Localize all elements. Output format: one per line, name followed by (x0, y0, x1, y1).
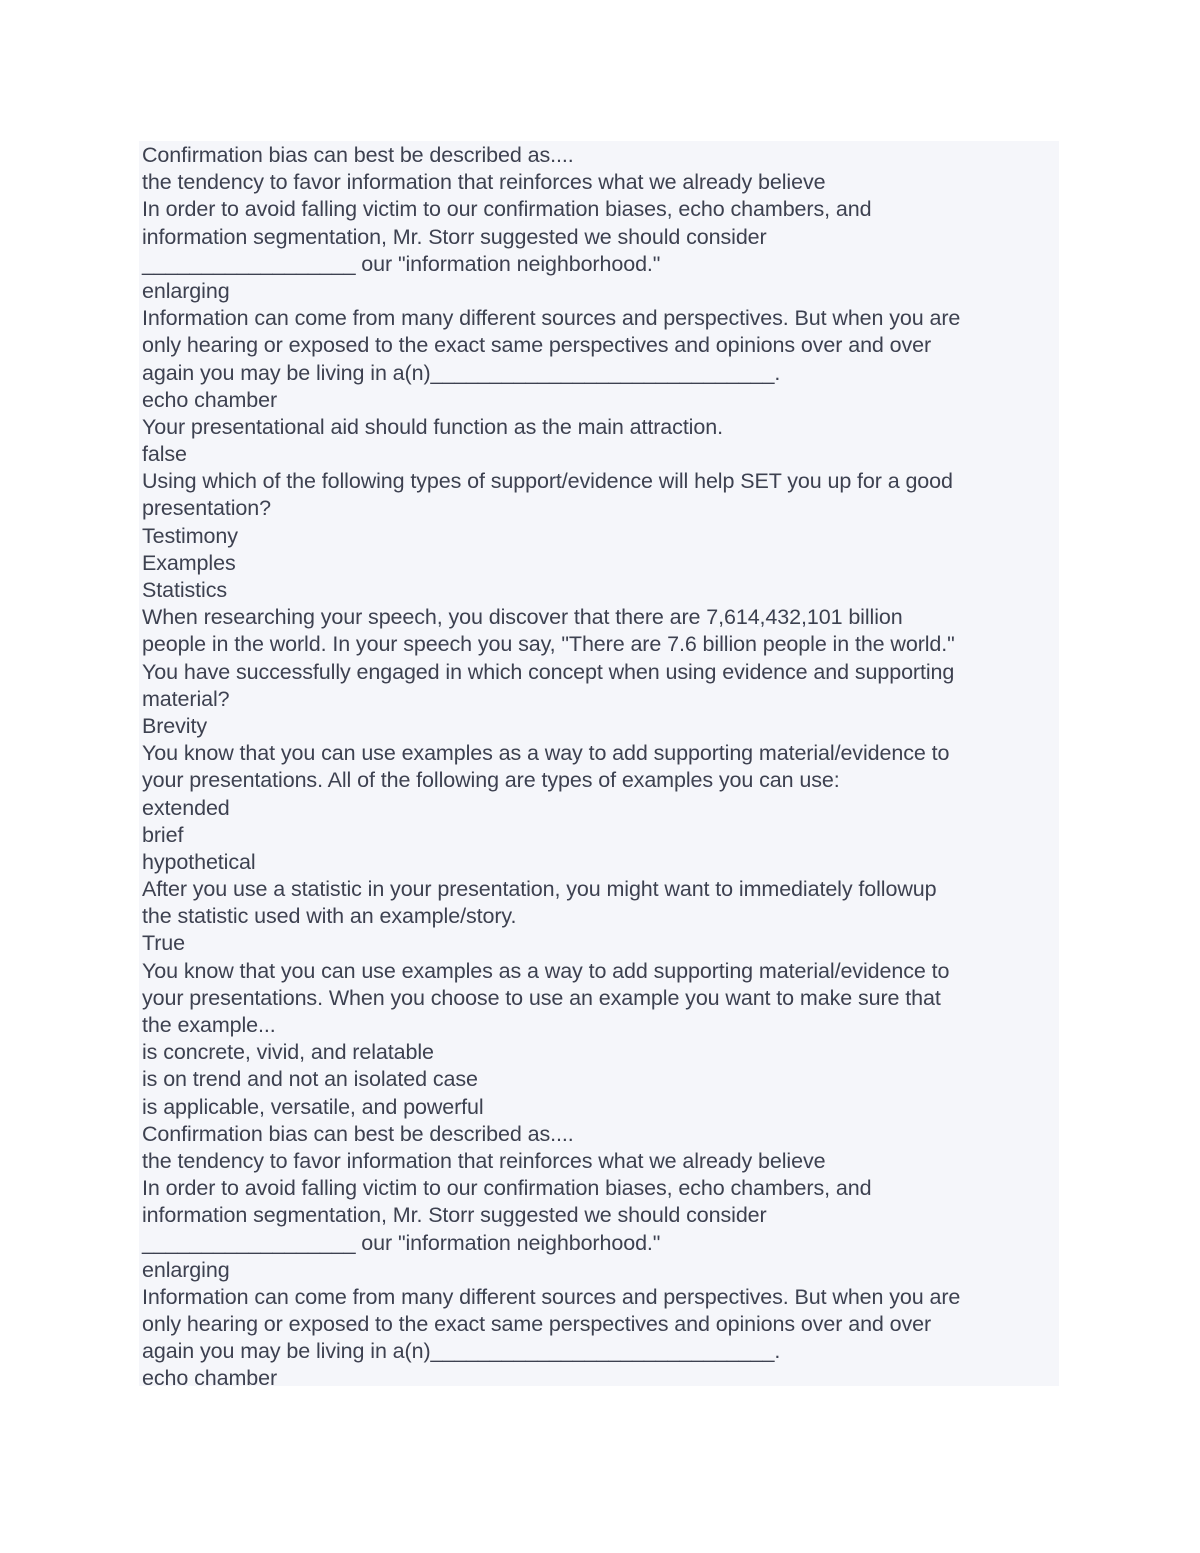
text-line: only hearing or exposed to the exact same perspectives and opinions over and over (142, 333, 932, 358)
text-line: You have successfully engaged in which concept when using evidence and supporting (142, 659, 955, 684)
text-line: Statistics (142, 578, 228, 602)
text-line: hypothetical (142, 849, 256, 874)
text-line: echo chamber (142, 1366, 278, 1391)
text-line: again you may be living in a(n)_____________________________. (142, 1339, 781, 1364)
text-line: After you use a statistic in your presentation, you might want to immediately followup (142, 877, 937, 902)
text-line: people in the world. In your speech you say, "There are 7.6 billion people in the world." (142, 632, 955, 657)
text-line: Testimony (142, 523, 238, 548)
text-line: Information can come from many different sources and perspectives. But when you are (142, 1284, 961, 1309)
text-line: You know that you can use examples as a way to add supporting material/evidence to (142, 958, 950, 983)
text-line: false (142, 442, 187, 467)
text-line: again you may be living in a(n)_____________________________. (142, 360, 781, 385)
text-line: Confirmation bias can best be described as.... (142, 1121, 574, 1146)
text-line: Confirmation bias can best be described as.... (142, 143, 574, 167)
text-line: __________________ our "information neighborhood." (142, 1230, 661, 1255)
document-text-lines (142, 142, 1057, 1393)
text-line: presentation? (142, 496, 271, 521)
text-line: Brevity (142, 713, 208, 738)
text-line: When researching your speech, you discover that there are 7,614,432,101 billion (142, 605, 903, 630)
text-line: is concrete, vivid, and relatable (142, 1040, 434, 1065)
text-line: In order to avoid falling victim to our confirmation biases, echo chambers, and (142, 197, 872, 222)
text-line: is on trend and not an isolated case (142, 1067, 478, 1092)
text-line: True (142, 931, 186, 956)
text-line: enlarging (142, 278, 230, 303)
text-line: is applicable, versatile, and powerful (142, 1094, 484, 1119)
text-line: Examples (142, 550, 236, 575)
text-line: Information can come from many different sources and perspectives. But when you are (142, 306, 961, 331)
text-line: You know that you can use examples as a way to add supporting material/evidence to (142, 741, 950, 766)
text-line: material? (142, 686, 230, 711)
text-line: only hearing or exposed to the exact same perspectives and opinions over and over (142, 1312, 932, 1337)
text-line: Using which of the following types of support/evidence will help SET you up for a good (142, 469, 953, 494)
text-line: your presentations. All of the following are types of examples you can use: (142, 768, 840, 793)
text-line: __________________ our "information neighborhood." (142, 251, 661, 276)
text-line: In order to avoid falling victim to our confirmation biases, echo chambers, and (142, 1176, 872, 1201)
text-line: the tendency to favor information that reinforces what we already believe (142, 170, 826, 195)
text-line: the example... (142, 1013, 276, 1037)
text-line: your presentations. When you choose to use an example you want to make sure that (142, 985, 941, 1010)
text-line: the tendency to favor information that reinforces what we already believe (142, 1148, 826, 1173)
text-line: echo chamber (142, 387, 278, 412)
text-line: extended (142, 795, 230, 820)
text-line: information segmentation, Mr. Storr suggested we should consider (142, 224, 767, 249)
text-line: brief (142, 822, 184, 847)
text-line: enlarging (142, 1257, 230, 1282)
text-line: the statistic used with an example/story. (142, 904, 517, 929)
text-line: Your presentational aid should function as the main attraction. (142, 414, 723, 439)
text-line: information segmentation, Mr. Storr suggested we should consider (142, 1203, 767, 1228)
